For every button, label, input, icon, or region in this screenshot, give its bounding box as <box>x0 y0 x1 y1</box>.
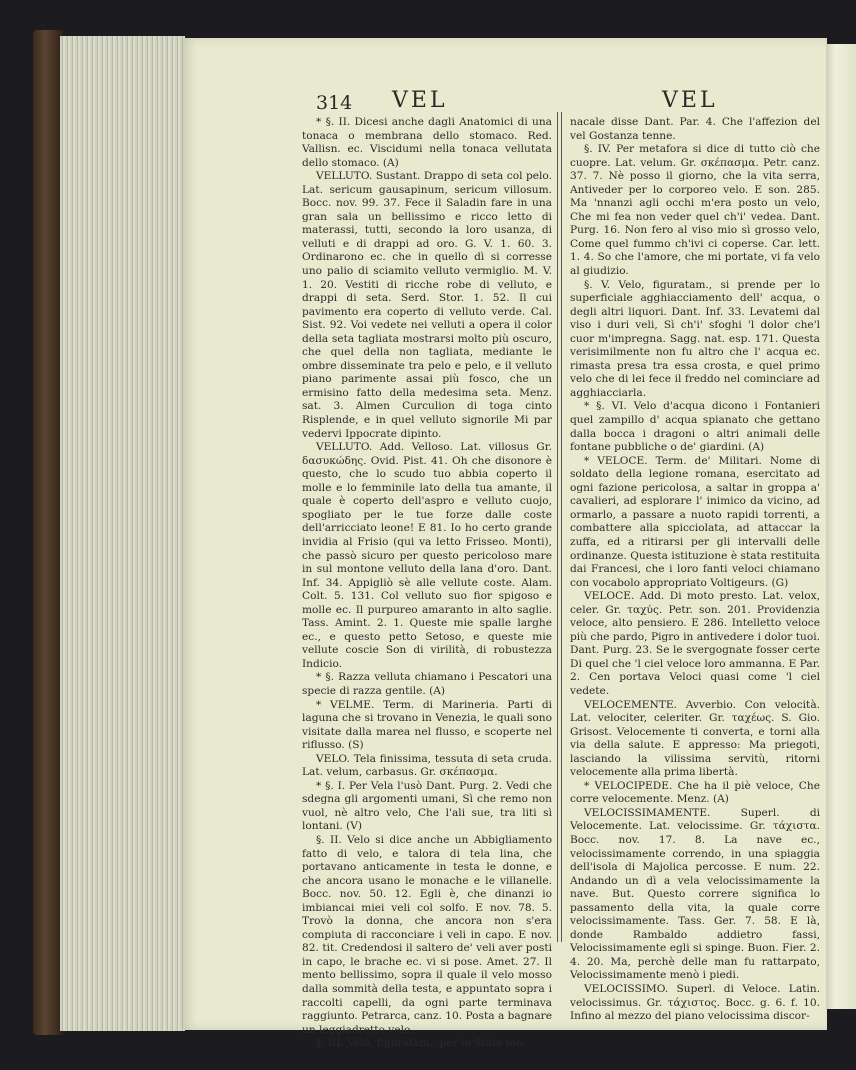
entry-paragraph: §. V. Velo, figuratam., si prende per lo superficiale agghiacciamento dell' acqua, o degli altri liquori. Dant. Inf. 33. Levatemi dal viso i duri veli, Sì ch'i' sfoghi 'l dolor che'l cuor m'impregna. Sagg. nat. esp. 171. Questa verisimilmente non fu altro che l' acqua ec. rimasta presa tra essa crosta, e quel primo velo che di lei fece il freddo nel cominciare ad agghiacciarla. <box>570 278 820 399</box>
entry-paragraph: * §. I. Per Vela l'usò Dant. Purg. 2. Vedi che sdegna gli argomenti umani, Sì che remo non vuol, nè altro velo, Che l'ali sue, tra liti sì lontani. (V) <box>302 779 552 833</box>
entry-paragraph: * §. VI. Velo d'acqua dicono i Fontanieri quel zampillo d' acqua spianato che gettano dalla bocca i dragoni o altri animali delle fontane pubbliche o de' giardini. (A) <box>570 400 820 454</box>
facing-page-edge <box>826 44 856 1009</box>
entry-paragraph: VELOCE. Add. Di moto presto. Lat. velox, celer. Gr. ταχύς. Petr. son. 201. Providenzia veloce, alto pensiero. E 286. Intelletto veloce più che pardo, Pigro in antivedere i dolor tuoi. Dant. Purg. 23. Se le svergognate fosser certe Di quel che 'l ciel veloce loro ammanna. E Par. 2. Cen portava Veloci quasi come 'l ciel vedete. <box>570 590 820 697</box>
book-cover-edge <box>33 30 63 1035</box>
entry-paragraph: VELO. Tela finissima, tessuta di seta cruda. Lat. velum, carbasus. Gr. σκέπασμα. <box>302 752 552 779</box>
right-column <box>570 116 820 1024</box>
entry-paragraph: §. IV. Per metafora si dice di tutto ciò che cuopre. Lat. velum. Gr. σκέπασμα. Petr. canz. 37. 7. Nè posso il giorno, che la vita serra, Antiveder per lo corporeo velo. E son. 285. Ma 'nnanzi agli occhi m'era posto un velo, Che mi fea non veder quel ch'i' vedea. Dant. Purg. 16. Non fero al viso mio sì grosso velo, Come quel fummo ch'ivi ci coperse. Car. lett. 1. 4. So che l'amore, che mi portate, vi fa velo al giudizio. <box>570 143 820 278</box>
running-head-right: VEL <box>662 88 718 113</box>
entry-paragraph: §. III. Velo, figuratam., per lo Stato mo- <box>316 1037 526 1050</box>
column-divider <box>557 112 562 942</box>
page-stack <box>60 36 185 1031</box>
entry-paragraph: §. II. Velo si dice anche un Abbigliamento fatto di velo, e talora di tela lina, che portavano anticamente in testa le donne, e che ancora usano le monache e le villanelle. Bocc. nov. 50. 12. Egli è, che dinanzi io imbiancai miei veli col solfo. E nov. 78. 5. Trovò la donna, che ancora non s'era compiuta di racconciare i veli in capo. E nov. 82. tit. Credendosi il saltero de' veli aver posti in capo, le brache ec. vi si pose. Amet. 27. Il mento bellissimo, sopra il quale il velo mosso dalla sommità della testa, e appuntato sopra i raccolti capelli, da ogni parte terminava raggiunto. Petrarca, canz. 10. Posta a bagnare un leggiadretto velo. <box>302 833 552 1036</box>
page-number: 314 <box>316 92 353 114</box>
entry-paragraph: * VELOCIPEDE. Che ha il piè veloce, Che corre velocemente. Menz. (A) <box>570 779 820 806</box>
entry-paragraph: VELOCISSIMO. Superl. di Veloce. Latin. velocissimus. Gr. τάχιστος. Bocc. g. 6. f. 10. Infino al mezzo del piano velocissima discor- <box>570 983 820 1023</box>
left-column <box>302 116 552 1051</box>
entry-paragraph: nacale disse Dant. Par. 4. Che l'affezion del vel Gostanza tenne. <box>570 116 820 142</box>
entry-paragraph: * VELME. Term. di Marineria. Parti di laguna che si trovano in Venezia, le quali sono visitate dalla marea nel flusso, e scoperte nel riflusso. (S) <box>302 698 552 752</box>
entry-paragraph: * §. Razza velluta chiamano i Pescatori una specie di razza gentile. (A) <box>302 671 552 697</box>
entry-paragraph: VELLUTO. Add. Velloso. Lat. villosus Gr. δασυκώδης. Ovid. Pist. 41. Oh che disonore è questo, che lo scudo tuo abbia coperto il molle e lo femminile lato della tua amante, il quale è coperto dell'aspro e velluto cuojo, spogliato per le tue forze dalle coste dell'arricciato leone! E 81. Io ho certo grande invidia al Frisio (qui va letto Frisseo. Monti), che passò sicuro per questo pericoloso mare in sul montone velluto della lana d'oro. Dant. Inf. 34. Appigliò sè alle vellute coste. Alam. Colt. 5. 131. Col velluto suo fior spigoso e molle ec. Il purpureo amaranto in alto saglie. Tass. Amint. 2. 1. Queste mie spalle larghe ec., e questo petto Setoso, e queste mie vellute coscie Son di virilità, di robustezza Indicio. <box>302 441 552 670</box>
running-head-left: VEL <box>392 88 448 113</box>
entry-paragraph: VELOCISSIMAMENTE. Superl. di Velocemente. Lat. velocissime. Gr. τάχιστα. Bocc. nov. 17. 8. La nave ec., velocissimamente correndo, in una spiaggia dell'isola di Majolica percosse. E num. 22. Andando un dì a vela velocissimamente la nave. But. Questo correre significa lo passamento della vita, la quale corre velocissimamente. Tass. Ger. 7. 58. E là, donde Rambaldo addietro fassi, Velocissimamente egli si spinge. Buon. Fier. 2. 4. 20. Ma, perchè delle man fu rattarpato, Velocissimamente menò i piedi. <box>570 806 820 982</box>
entry-paragraph: * VELOCE. Term. de' Militari. Nome di soldato della legione romana, esercitato ad ogni fazione pericolosa, a saltar in groppa a' cavalieri, ad esplorare l' inimico da vicino, ad ormarlo, a passare a nuoto rapidi torrenti, a combattere alla spicciolata, ad attaccar la zuffa, ed a ritirarsi per gli intervalli delle ordinanze. Questa istituzione è stata restituita dai Francesi, che i loro fanti veloci chiamano con vocabolo appropriato Voltigeurs. (G) <box>570 454 820 589</box>
entry-paragraph: VELLUTO. Sustant. Drappo di seta col pelo. Lat. sericum gausapinum, sericum villosum. Bocc. nov. 99. 37. Fece il Saladin fare in una gran sala un bellissimo e ricco letto di materassi, tutti, secondo la loro usanza, di velluti e di drappi ad oro. G. V. 1. 60. 3. Ordinarono ec. che in quello dì si corresse uno palio di sciamito velluto vermiglio. M. V. 1. 20. Vestiti di ricche robe di velluto, e drappi di seta. Serd. Stor. 1. 52. Il cui pavimento era coperto di velluto verde. Cal. Sist. 92. Voi vedete nei velluti a opera il color della seta tagliata mostrarsi molto più oscuro, che quel della non tagliata, mediante le ombre disseminate tra pelo e pelo, e il velluto piano parimente assai più fosco, che un ermisino fatto della medesima seta. Menz. sat. 3. Almen Curculion di toga cinto Risplende, e in quel velluto signorile Mi par vedervi Ippocrate dipinto. <box>302 170 552 440</box>
entry-paragraph: VELOCEMENTE. Avverbio. Con velocità. Lat. velociter, celeriter. Gr. ταχέως. S. Gio. Grisost. Velocemente ti converta, e torni alla via della salute. E appresso: Ma priegoti, lasciando la vilissima servitù, ritorni velocemente alla prima libertà. <box>570 698 820 779</box>
entry-paragraph: * §. II. Dicesi anche dagli Anatomici di una tonaca o membrana dello stomaco. Red. Vallisn. ec. Viscidumi nella tonaca vellutata dello stomaco. (A) <box>302 116 552 169</box>
